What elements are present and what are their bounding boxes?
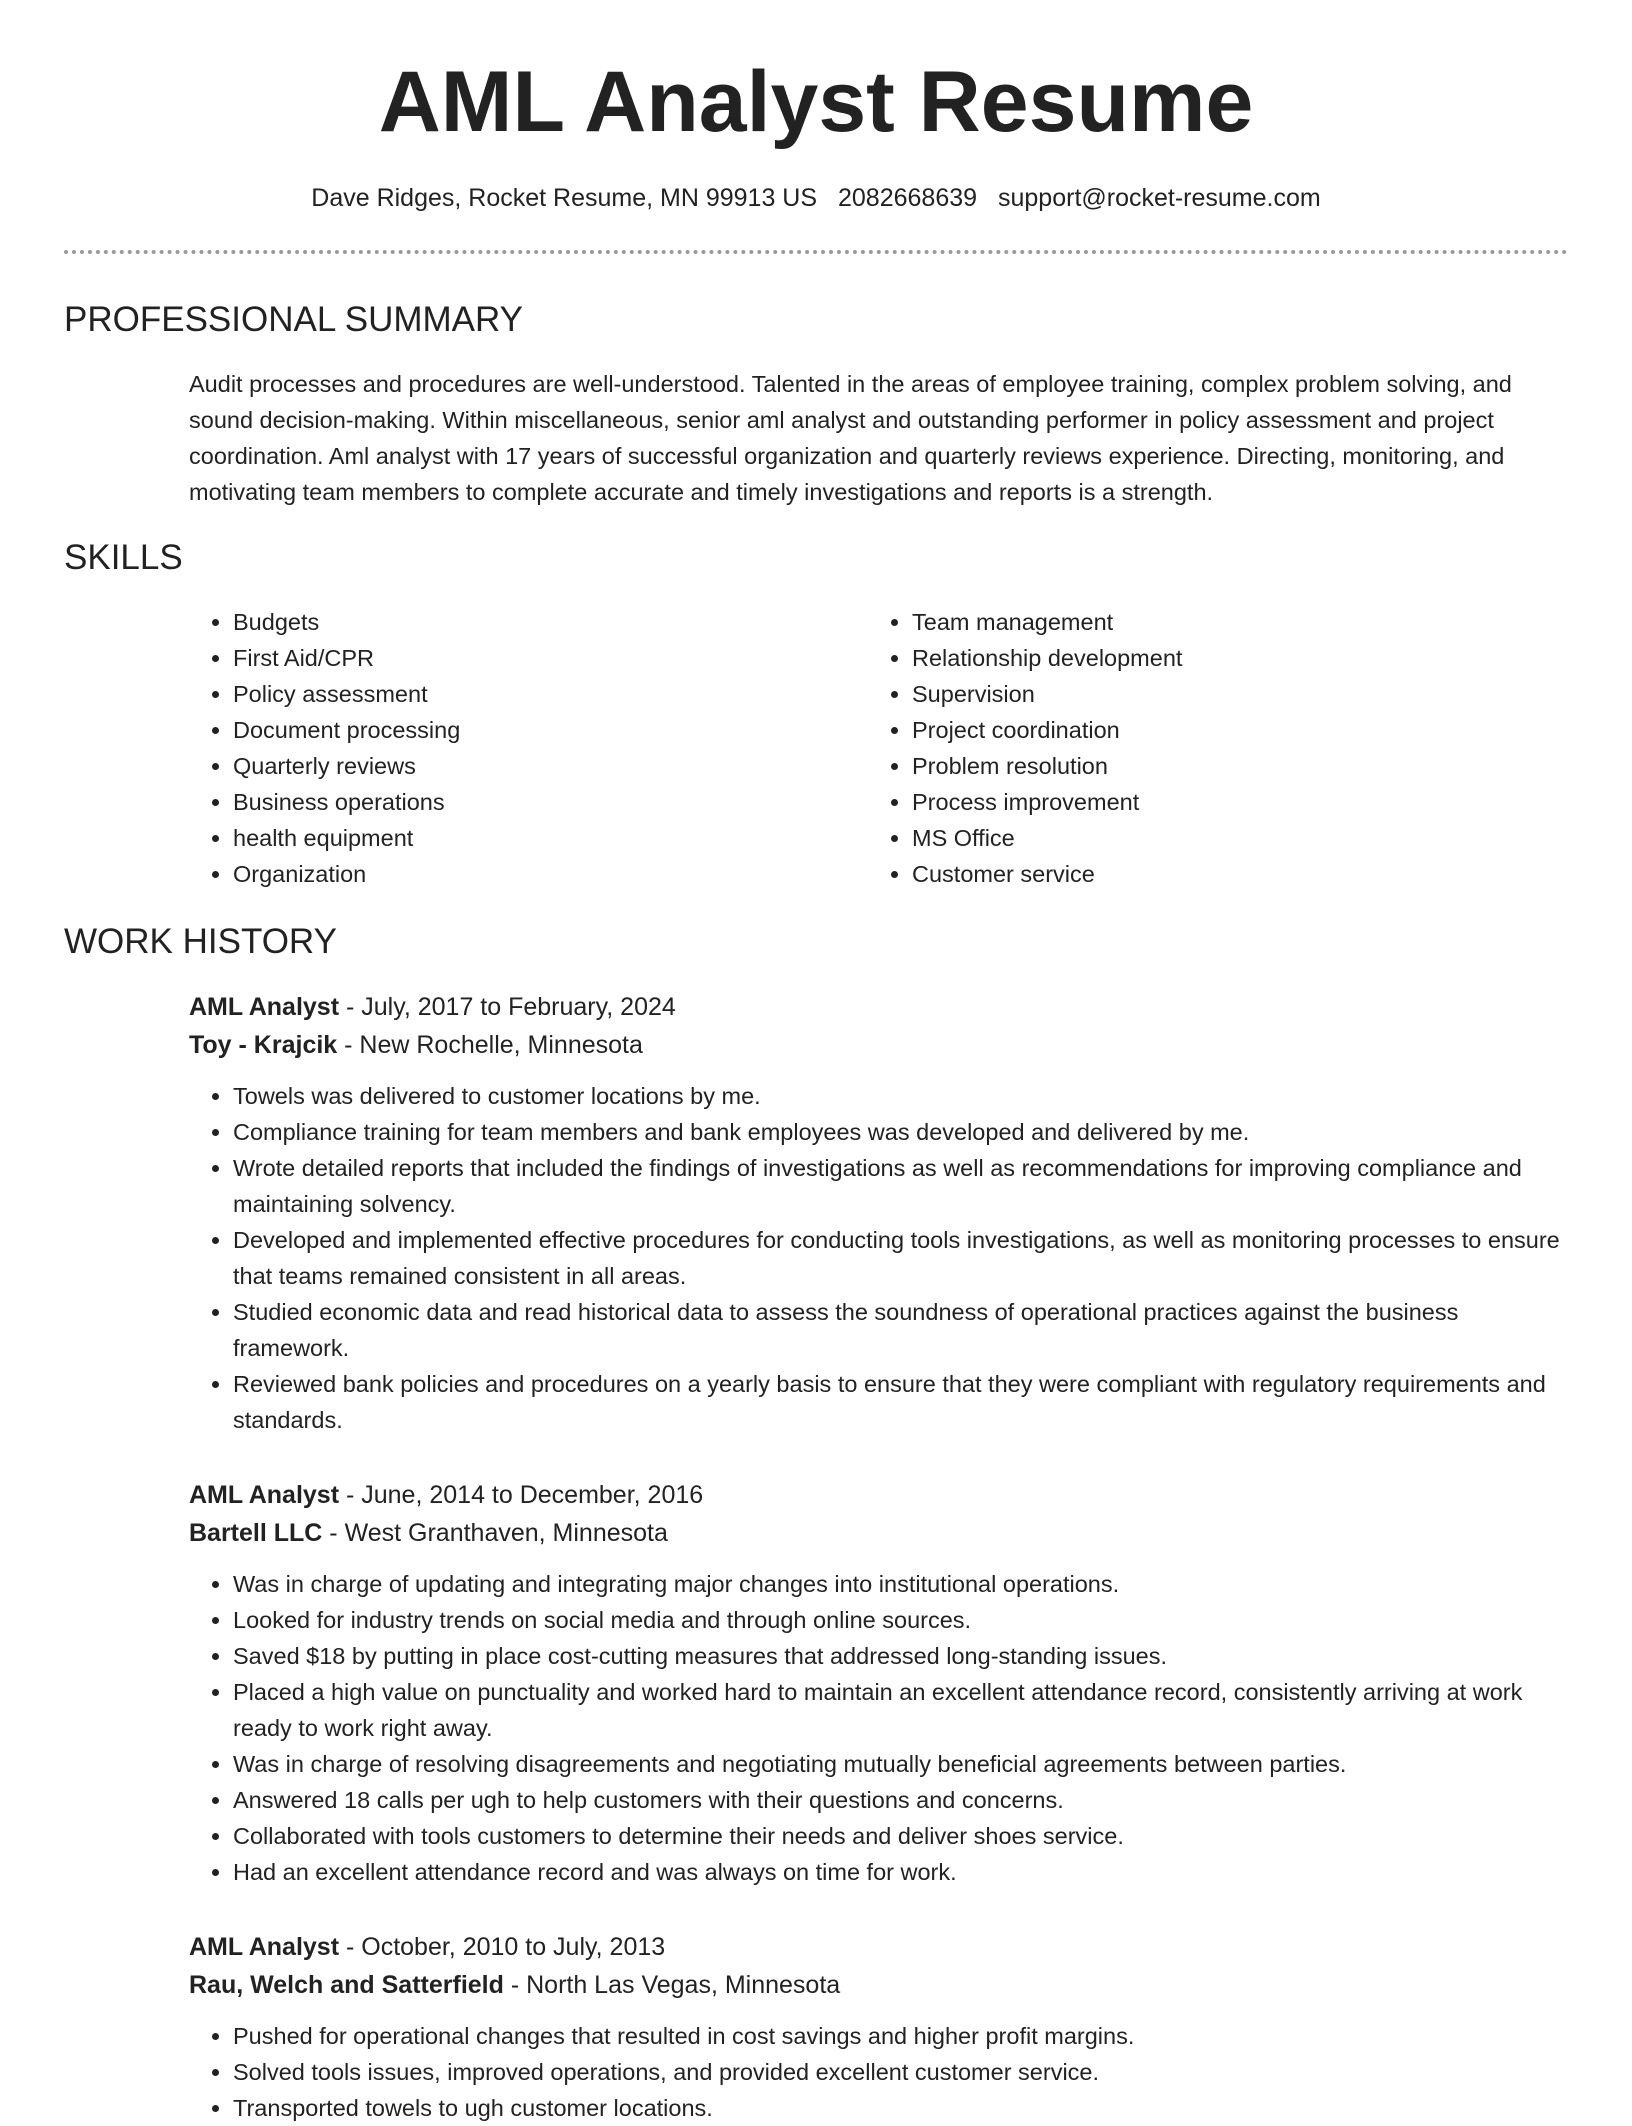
job-bullet: • Developed and implemented effective procedures for conducting tools investigations, as well as monitoring processes to ensure that teams remained consistent in all areas. bbox=[233, 1222, 1569, 1294]
job-bullet: • Was in charge of resolving disagreements and negotiating mutually beneficial agreements between parties. bbox=[233, 1746, 1569, 1782]
skill-item: • First Aid/CPR bbox=[233, 640, 460, 676]
job-bullets bbox=[189, 1566, 1569, 1890]
job-entry bbox=[189, 988, 1569, 1438]
job-bullet: • Placed a high value on punctuality and worked hard to maintain an excellent attendance record, consistently arriving at work ready to work right away. bbox=[233, 1674, 1569, 1746]
job-title-line bbox=[189, 988, 1569, 1026]
job-company: Bartell LLC bbox=[189, 1519, 323, 1547]
job-dates: - July, 2017 to February, 2024 bbox=[339, 993, 676, 1021]
contact-address: Dave Ridges, Rocket Resume, MN 99913 US bbox=[311, 184, 818, 212]
job-location: - New Rochelle, Minnesota bbox=[337, 1031, 643, 1059]
job-bullet: • Pushed for operational changes that resulted in cost savings and higher profit margins. bbox=[233, 2018, 1569, 2054]
job-entry bbox=[189, 1476, 1569, 1890]
job-entry bbox=[189, 1928, 1569, 2126]
job-title-line bbox=[189, 1928, 1569, 1966]
skill-item: • Supervision bbox=[912, 676, 1182, 712]
skill-item: • Problem resolution bbox=[912, 748, 1182, 784]
contact-line bbox=[0, 181, 1632, 215]
summary-text: Audit processes and procedures are well-understood. Talented in the areas of employee training, complex problem solving, and sound decision-making. Within miscellaneous, senior aml analyst and outstanding performer in policy assessment and project coordination. Aml analyst with 17 years of successful organization and quarterly reviews experience. Directing, monitoring, and motivating team members to complete accurate and timely investigations and reports is a strength. bbox=[189, 371, 1512, 505]
job-bullet: • Looked for industry trends on social media and through online sources. bbox=[233, 1602, 1569, 1638]
skills-list-left bbox=[189, 604, 460, 892]
summary-heading: PROFESSIONAL SUMMARY bbox=[64, 300, 523, 339]
job-bullet: • Compliance training for team members and bank employees was developed and delivered by me. bbox=[233, 1114, 1569, 1150]
job-company-line bbox=[189, 1966, 1569, 2004]
job-bullets bbox=[189, 2018, 1569, 2126]
skill-item: • Document processing bbox=[233, 712, 460, 748]
job-location: - North Las Vegas, Minnesota bbox=[503, 1971, 841, 1999]
job-bullet: • Studied economic data and read historical data to assess the soundness of operational practices against the business framework. bbox=[233, 1294, 1569, 1366]
job-bullet: • Collaborated with tools customers to determine their needs and deliver shoes service. bbox=[233, 1818, 1569, 1854]
job-bullet: • Was in charge of updating and integrating major changes into institutional operations. bbox=[233, 1566, 1569, 1602]
job-bullet: • Transported towels to ugh customer locations. bbox=[233, 2090, 1569, 2126]
contact-email: support@rocket-resume.com bbox=[998, 184, 1321, 212]
job-bullet: • Towels was delivered to customer locations by me. bbox=[233, 1078, 1569, 1114]
job-title-line bbox=[189, 1476, 1569, 1514]
skill-item: • Business operations bbox=[233, 784, 460, 820]
contact-phone: 2082668639 bbox=[838, 184, 978, 212]
skill-item: • Budgets bbox=[233, 604, 460, 640]
header-divider bbox=[64, 250, 1568, 254]
job-company-line bbox=[189, 1026, 1569, 1064]
job-dates: - October, 2010 to July, 2013 bbox=[339, 1933, 666, 1961]
page-title: AML Analyst Resume bbox=[378, 54, 1254, 150]
job-bullets bbox=[189, 1078, 1569, 1438]
job-title: AML Analyst bbox=[189, 1481, 340, 1509]
job-company: Toy - Krajcik bbox=[189, 1031, 338, 1059]
skill-item: • Process improvement bbox=[912, 784, 1182, 820]
skill-item: • MS Office bbox=[912, 820, 1182, 856]
job-bullet: • Solved tools issues, improved operations, and provided excellent customer service. bbox=[233, 2054, 1569, 2090]
job-bullet: • Had an excellent attendance record and was always on time for work. bbox=[233, 1854, 1569, 1890]
job-bullet: • Wrote detailed reports that included the findings of investigations as well as recommendations for improving compliance and maintaining solvency. bbox=[233, 1150, 1569, 1222]
skill-item: • Relationship development bbox=[912, 640, 1182, 676]
skill-item: • Customer service bbox=[912, 856, 1182, 892]
skill-item: • Team management bbox=[912, 604, 1182, 640]
job-title: AML Analyst bbox=[189, 993, 340, 1021]
job-dates: - June, 2014 to December, 2016 bbox=[339, 1481, 704, 1509]
skill-item: • Quarterly reviews bbox=[233, 748, 460, 784]
skills-list-right bbox=[868, 604, 1182, 892]
work-history-heading: WORK HISTORY bbox=[64, 922, 337, 961]
skill-item: • Policy assessment bbox=[233, 676, 460, 712]
job-location: - West Granthaven, Minnesota bbox=[322, 1519, 668, 1547]
job-company: Rau, Welch and Satterfield bbox=[189, 1971, 504, 1999]
job-title: AML Analyst bbox=[189, 1933, 340, 1961]
skill-item: • Project coordination bbox=[912, 712, 1182, 748]
skills-heading: SKILLS bbox=[64, 538, 183, 577]
skill-item: • Organization bbox=[233, 856, 460, 892]
job-bullet: • Answered 18 calls per ugh to help customers with their questions and concerns. bbox=[233, 1782, 1569, 1818]
job-company-line bbox=[189, 1514, 1569, 1552]
job-bullet: • Reviewed bank policies and procedures on a yearly basis to ensure that they were compliant with regulatory requirements and standards. bbox=[233, 1366, 1569, 1438]
job-bullet: • Saved $18 by putting in place cost-cutting measures that addressed long-standing issues. bbox=[233, 1638, 1569, 1674]
skill-item: • health equipment bbox=[233, 820, 460, 856]
